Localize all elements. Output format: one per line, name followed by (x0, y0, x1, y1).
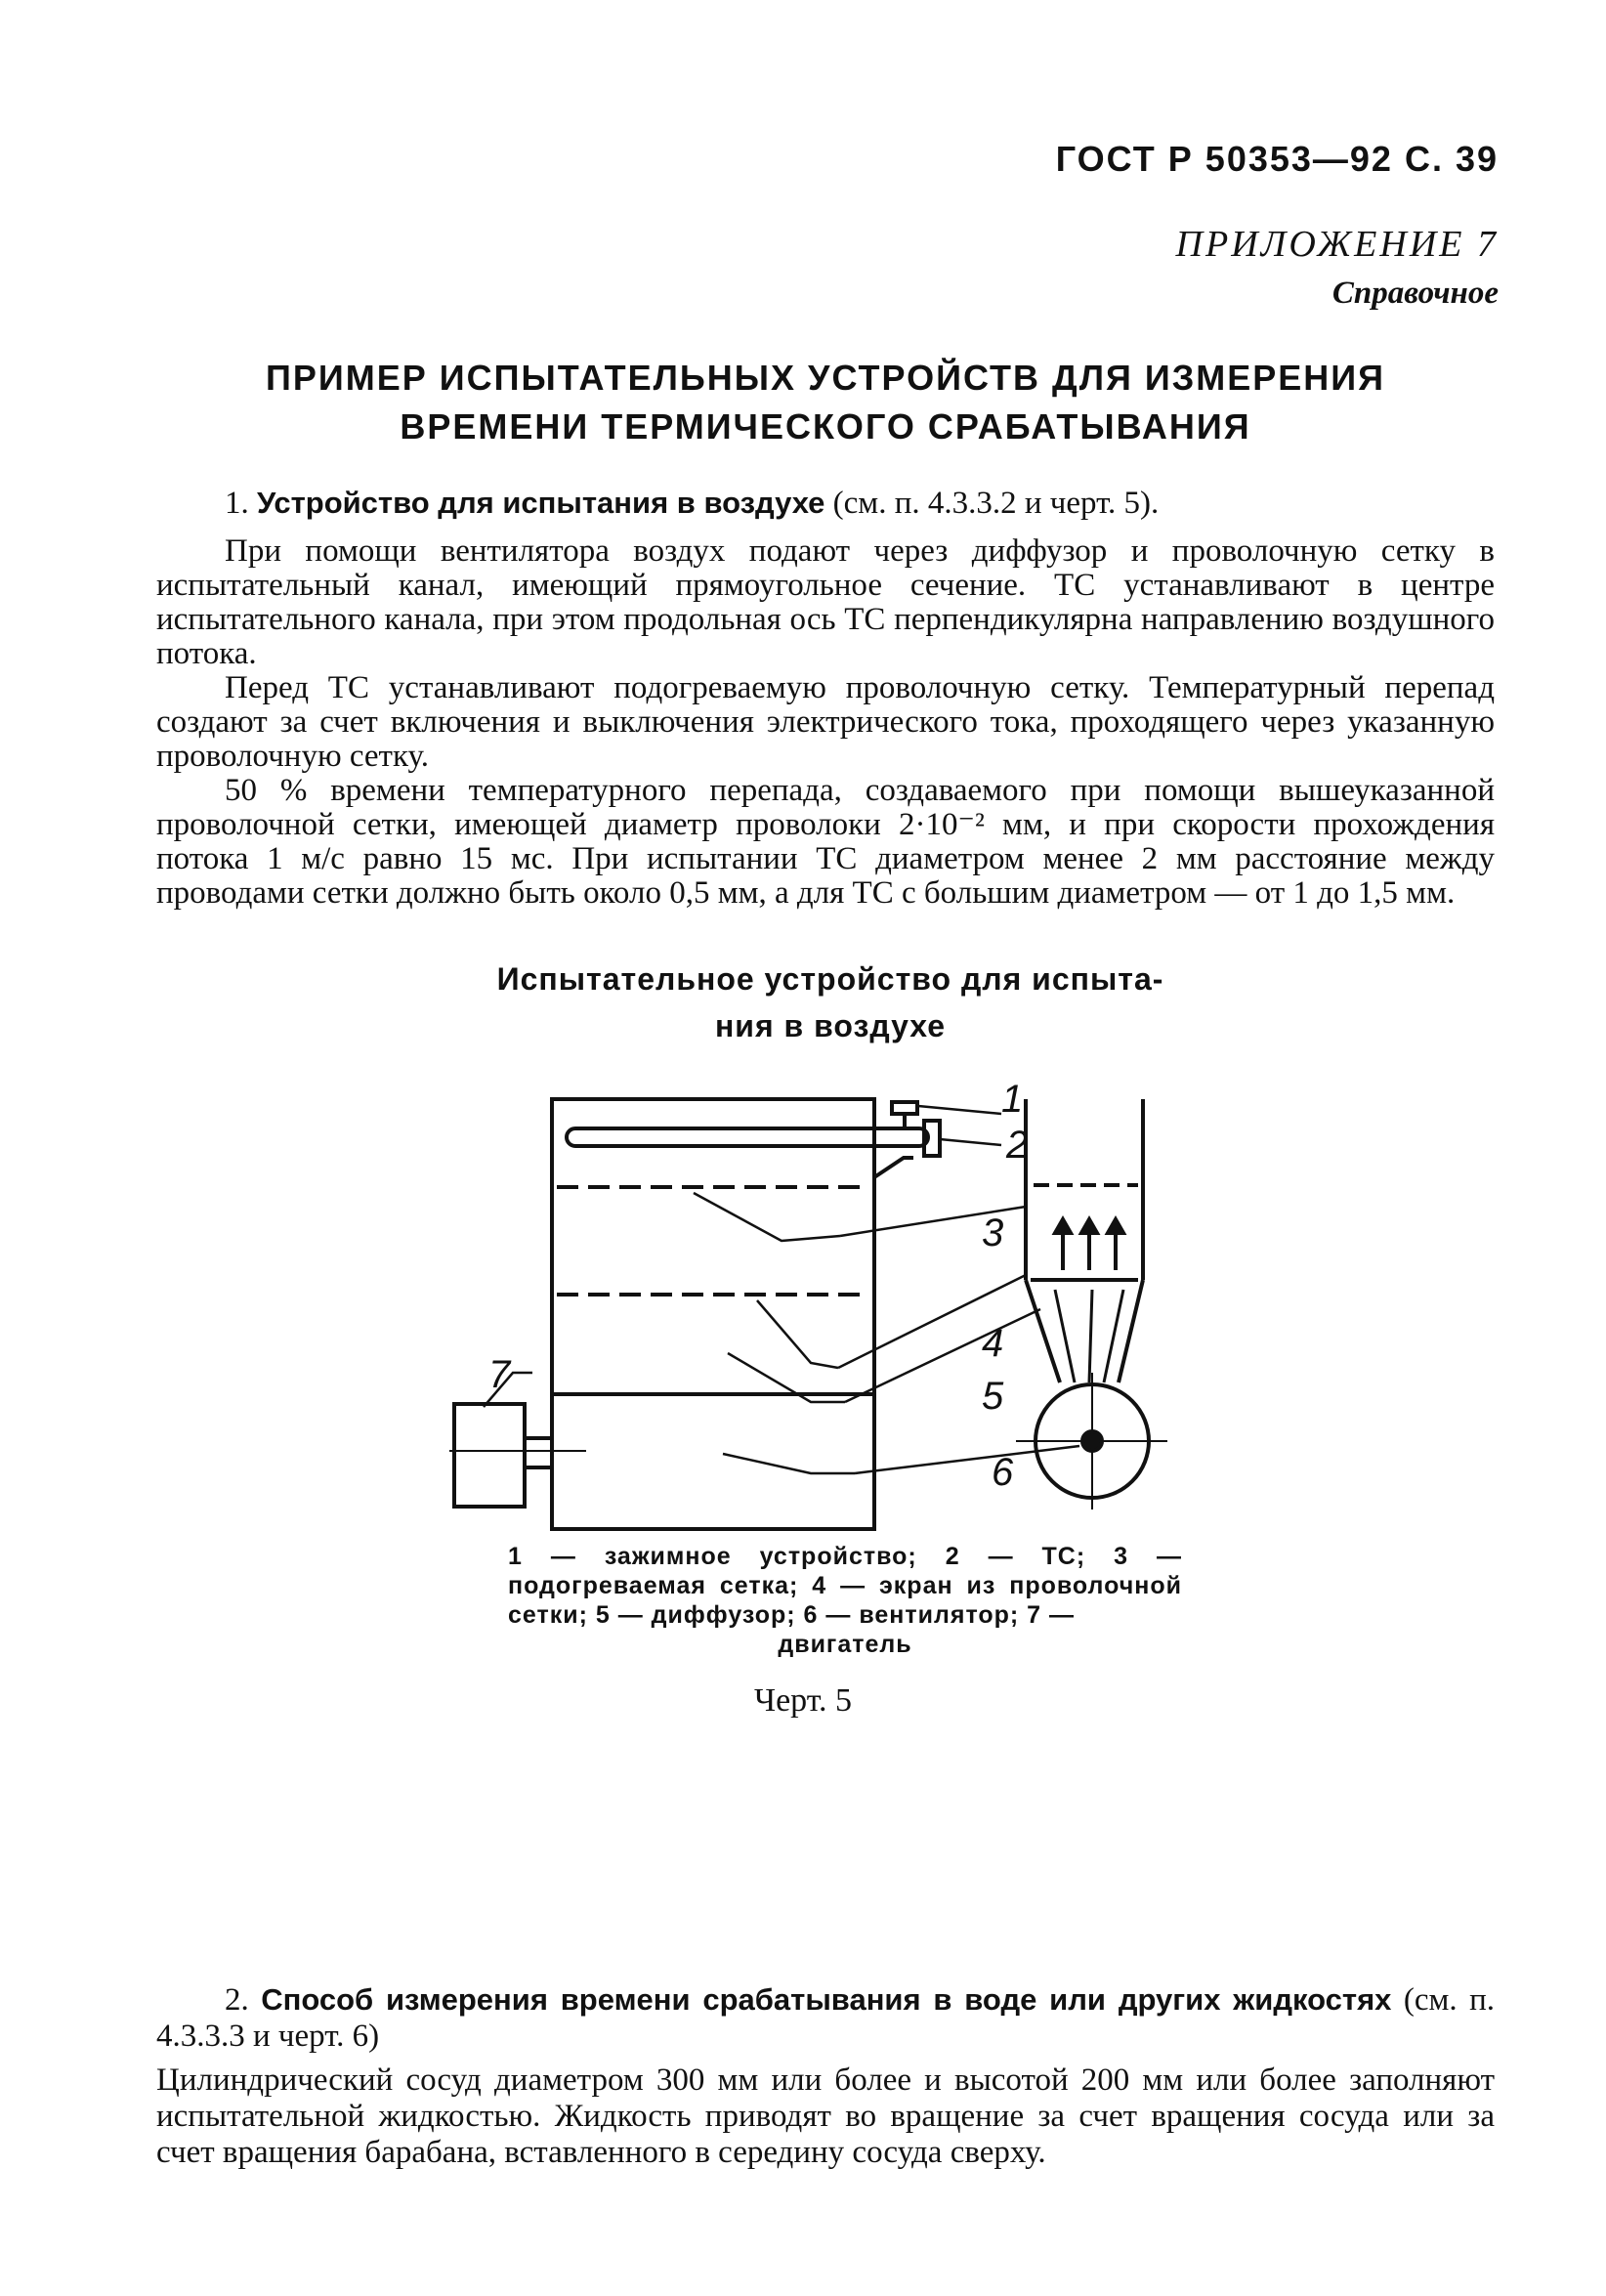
section-1-paragraph-3: 50 % времени температурного перепада, создаваемого при помощи вышеуказанной проволочной сетки, имеющей диаметр проволоки 2·10⁻² мм, и при скорости прохождения потока 1 м/с равно 15 мс. При испытании ТС диаметром менее 2 мм расстояние между проводами сетки должно быть около 0,5 мм, а для ТС с большим диаметром — от 1 до 1,5 мм. (156, 773, 1495, 911)
section-1-paragraph-2: Перед ТС устанавливают подогреваемую проволочную сетку. Температурный перепад создают за счет включения и выключения электрического тока, проходящего через указанную проволочную сетку. (156, 670, 1495, 774)
appendix-type: Справочное (1331, 276, 1499, 311)
diffuser-inner-line (1055, 1290, 1075, 1382)
label-4: 4 (982, 1322, 1004, 1365)
document-title (156, 354, 1495, 451)
section-2-paragraph-1: Цилиндрический сосуд диаметром 300 мм или более и высотой 200 мм или более заполняют испытательной жидкостью. Жидкость приводят во вращение за счет вращения сосуда или за счет вращения барабана, вставленного в середину сосуда сверху. (156, 2062, 1495, 2170)
leader-line-6b (855, 1446, 1079, 1473)
section-1-paragraph-1: При помощи вентилятора воздух подают через диффузор и проволочную сетку в испытательный канал, имеющий прямоугольное сечение. ТС устанавливают в центре испытательного канала, при этом продольная ось ТС перпендикулярна направлению воздушного потока. (156, 533, 1495, 671)
label-2: 2 (1006, 1124, 1029, 1167)
title-line-2: ВРЕМЕНИ ТЕРМИЧЕСКОГО СРАБАТЫВАНИЯ (400, 406, 1251, 446)
section-1 (156, 486, 1495, 911)
label-7: 7 (488, 1353, 511, 1396)
motor-coupling (525, 1438, 552, 1467)
figure-title (449, 956, 1211, 1049)
diffuser-inner-line (1089, 1290, 1092, 1382)
section-2-heading (156, 1981, 1495, 2055)
test-channel (552, 1099, 874, 1529)
figure-title-line-2: ния в воздухе (714, 1008, 947, 1043)
figure-caption-text: 1 — зажимное устройство; 2 — ТС; 3 — подогреваемая сетка; 4 — экран из проволочной сетки; 5 — диффузор; 6 — вентилятор; 7 — (508, 1543, 1182, 1629)
leader-line-3 (694, 1193, 840, 1241)
flow-arrow-head (1108, 1219, 1123, 1233)
leader-line-4 (757, 1300, 838, 1368)
label-1: 1 (1001, 1084, 1024, 1121)
section-2 (156, 1981, 1495, 2171)
section-1-heading-ref: (см. п. 4.3.3.2 и черт. 5). (824, 486, 1160, 521)
clamp-support (874, 1158, 913, 1177)
label-6: 6 (992, 1451, 1014, 1494)
section-1-number: 1. (225, 486, 249, 521)
leader-line-6 (723, 1454, 855, 1473)
appendix-label: ПРИЛОЖЕНИЕ 7 (1175, 224, 1499, 265)
figure-number: Черт. 5 (753, 1682, 853, 1719)
label-3: 3 (982, 1212, 1004, 1254)
motor-body (454, 1404, 525, 1507)
appendix-block (1176, 223, 1499, 312)
leader-line-1 (918, 1106, 1001, 1114)
figure-caption (508, 1542, 1182, 1659)
label-5: 5 (982, 1375, 1004, 1418)
title-line-1: ПРИМЕР ИСПЫТАТЕЛЬНЫХ УСТРОЙСТВ ДЛЯ ИЗМЕРЕНИЯ (265, 358, 1386, 398)
figure-title-line-1: Испытательное устройство для испыта- (496, 961, 1164, 997)
flow-arrow-head (1081, 1219, 1097, 1233)
section-2-heading-ref: (см. п. 4.3.3.3 и черт. 6) (156, 1982, 1496, 2054)
section-1-heading-bold: Устройство для испытания в воздухе (257, 486, 825, 520)
section-1-heading (156, 486, 1495, 521)
page-header: ГОСТ Р 50353—92 С. 39 (1055, 139, 1499, 179)
flow-arrow-head (1055, 1219, 1071, 1233)
test-device-drawing (449, 1084, 1211, 1544)
clamp-device (892, 1102, 917, 1114)
section-2-number: 2. (225, 1982, 249, 2018)
section-2-heading-bold: Способ измерения времени срабатывания в воде или других жидкостях (261, 1982, 1392, 2017)
leader-line-2 (940, 1139, 1001, 1145)
figure-caption-last: двигатель (778, 1631, 912, 1658)
